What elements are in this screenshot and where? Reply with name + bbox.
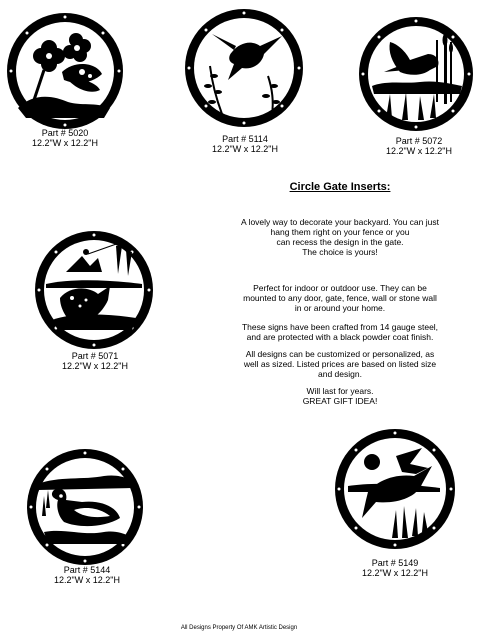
- part-number: Part # 5020: [41, 128, 89, 138]
- text-line: mounted to any door, gate, fence, wall or stone wall: [243, 293, 437, 303]
- text-line: and are protected with a black powder coat finish.: [246, 332, 434, 342]
- text-line: All designs can be customized or personalized, as: [245, 349, 435, 359]
- caption-item-2: [190, 134, 300, 154]
- text-line: The choice is yours!: [302, 247, 378, 257]
- text-line: A lovely way to decorate your backyard. You can just: [241, 217, 439, 227]
- caption-item-6: [340, 558, 450, 578]
- medallion-leaping-fish: [32, 228, 156, 352]
- medallion-flying-geese: [332, 426, 458, 552]
- dimensions: 12.2"W x 12.2"H: [386, 146, 452, 156]
- text-line: Perfect for indoor or outdoor use. They can be: [253, 283, 427, 293]
- description-paragraph-1: [220, 217, 460, 257]
- description-paragraph-3: [220, 322, 460, 342]
- caption-item-5: [32, 565, 142, 585]
- text-line: in or around your home.: [294, 303, 386, 313]
- dimensions: 12.2"W x 12.2"H: [212, 144, 278, 154]
- dimensions: 12.2"W x 12.2"H: [362, 568, 428, 578]
- text-line: GREAT GIFT IDEA!: [302, 396, 378, 406]
- part-number: Part # 5071: [71, 351, 119, 361]
- fish-icon: [32, 228, 156, 352]
- medallion-hummingbird: [182, 6, 306, 130]
- text-line: These signs have been crafted from 14 gauge steel,: [241, 322, 439, 332]
- medallion-flowers-butterfly: [4, 10, 126, 132]
- duck-icon: [356, 14, 476, 134]
- caption-item-4: [40, 351, 150, 371]
- description-paragraph-4: [220, 349, 460, 379]
- description-paragraph-2: [220, 283, 460, 313]
- page-title: Circle Gate Inserts:: [289, 181, 391, 193]
- footer-copyright: All Designs Property Of AMK Artistic Design: [180, 625, 298, 631]
- text-line: can recess the design in the gate.: [276, 237, 404, 247]
- part-number: Part # 5144: [63, 565, 111, 575]
- hummingbird-icon: [182, 6, 306, 130]
- dimensions: 12.2"W x 12.2"H: [62, 361, 128, 371]
- description-paragraph-5: [220, 386, 460, 406]
- part-number: Part # 5149: [371, 558, 419, 568]
- text-line: and design.: [318, 369, 362, 379]
- caption-item-3: [364, 136, 474, 156]
- part-number: Part # 5072: [395, 136, 443, 146]
- dimensions: 12.2"W x 12.2"H: [54, 575, 120, 585]
- caption-item-1: [10, 128, 120, 148]
- dimensions: 12.2"W x 12.2"H: [32, 138, 98, 148]
- text-line: hang them right on your fence or you: [270, 227, 410, 237]
- text-line: Will last for years.: [306, 386, 374, 396]
- text-line: well as sized. Listed prices are based on listed size: [243, 359, 437, 369]
- goose-icon: [332, 426, 458, 552]
- medallion-flying-duck: [356, 14, 476, 134]
- part-number: Part # 5114: [222, 134, 268, 144]
- medallion-wood-duck: [24, 446, 146, 568]
- wood-duck-icon: [24, 446, 146, 568]
- flower-butterfly-icon: [4, 10, 126, 132]
